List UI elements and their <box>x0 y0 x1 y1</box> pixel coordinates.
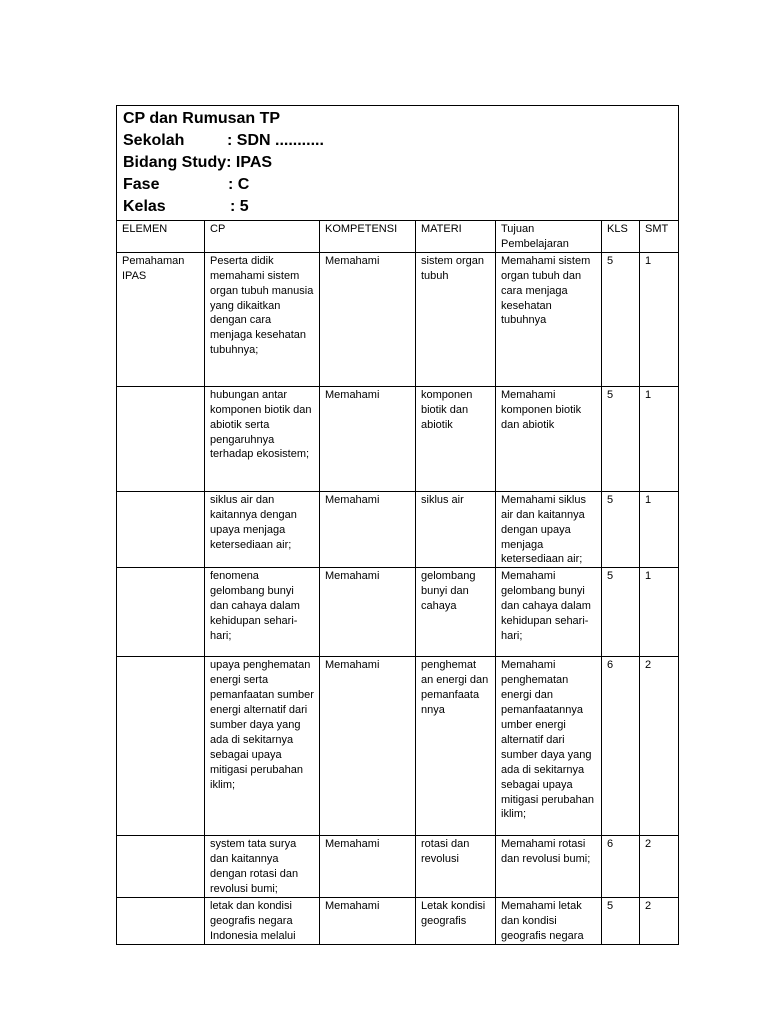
document-header <box>117 106 679 221</box>
bidang-study-value: IPAS <box>235 154 273 171</box>
kelas-label: Kelas <box>123 198 166 215</box>
document-header-row <box>117 106 679 221</box>
cell-smt: 2 <box>640 836 679 898</box>
table-row <box>117 657 679 836</box>
cell-elemen <box>117 386 205 491</box>
cell-smt: 1 <box>640 252 679 386</box>
cell-materi: penghemat an energi dan pemanfaata nnya <box>416 657 496 836</box>
cell-tujuan: Memahami rotasi dan revolusi bumi; <box>496 836 602 898</box>
cell-kls: 6 <box>602 657 640 836</box>
column-header-kompetensi: KOMPETENSI <box>320 221 416 253</box>
cell-kompetensi: Memahami <box>320 386 416 491</box>
cell-tujuan: Memahami penghematan energi dan pemanfaatannya umber energi alternatif dari sumber daya yang ada di sekitarnya sebagai upaya mitigasi perubahan iklim; <box>496 657 602 836</box>
cell-cp: upaya penghematan energi serta pemanfaatan sumber energi alternatif dari sumber daya yang ada di sekitarnya sebagai upaya mitigasi perubahan iklim; <box>205 657 320 836</box>
column-header-cp: CP <box>205 221 320 253</box>
cell-smt: 2 <box>640 657 679 836</box>
cell-kompetensi: Memahami <box>320 568 416 657</box>
table-row <box>117 252 679 386</box>
cell-smt: 1 <box>640 568 679 657</box>
cell-materi: komponen biotik dan abiotik <box>416 386 496 491</box>
sekolah-line <box>123 130 672 152</box>
column-header-materi: MATERI <box>416 221 496 253</box>
kelas-value: : 5 <box>230 198 249 215</box>
cell-elemen <box>117 568 205 657</box>
cell-cp: letak dan kondisi geografis negara Indonesia melalui <box>205 897 320 944</box>
fase-line <box>123 174 672 196</box>
cell-tujuan: Memahami letak dan kondisi geografis negara <box>496 897 602 944</box>
cell-tujuan: Memahami gelombang bunyi dan cahaya dalam kehidupan sehari-hari; <box>496 568 602 657</box>
cell-smt: 1 <box>640 491 679 568</box>
cell-elemen <box>117 836 205 898</box>
column-header-tujuan: Tujuan Pembelajaran <box>496 221 602 253</box>
table-row <box>117 568 679 657</box>
table-row <box>117 836 679 898</box>
cell-kls: 5 <box>602 897 640 944</box>
cell-smt: 1 <box>640 386 679 491</box>
cell-elemen: Pemahaman IPAS <box>117 252 205 386</box>
cell-kls: 5 <box>602 252 640 386</box>
cell-materi: sistem organ tubuh <box>416 252 496 386</box>
cell-kompetensi: Memahami <box>320 657 416 836</box>
cell-elemen <box>117 491 205 568</box>
document-table <box>116 105 679 945</box>
cell-cp: siklus air dan kaitannya dengan upaya menjaga ketersediaan air; <box>205 491 320 568</box>
cell-elemen <box>117 897 205 944</box>
cell-kls: 5 <box>602 491 640 568</box>
table-row <box>117 491 679 568</box>
cell-kls: 5 <box>602 386 640 491</box>
cell-materi: siklus air <box>416 491 496 568</box>
cell-kompetensi: Memahami <box>320 491 416 568</box>
cell-kompetensi: Memahami <box>320 836 416 898</box>
cell-materi: Letak kondisi geografis <box>416 897 496 944</box>
cell-tujuan: Memahami komponen biotik dan abiotik <box>496 386 602 491</box>
bidang-study-line <box>123 152 672 174</box>
column-header-row <box>117 221 679 253</box>
table-row <box>117 386 679 491</box>
table-row <box>117 897 679 944</box>
fase-label: Fase <box>123 176 160 193</box>
document-title: CP dan Rumusan TP <box>123 110 281 127</box>
cell-tujuan: Memahami siklus air dan kaitannya dengan upaya menjaga ketersediaan air; <box>496 491 602 568</box>
cell-kls: 6 <box>602 836 640 898</box>
column-header-smt: SMT <box>640 221 679 253</box>
cell-smt: 2 <box>640 897 679 944</box>
sekolah-value: : SDN ........... <box>227 132 324 149</box>
sekolah-label: Sekolah <box>123 132 185 149</box>
cell-cp: fenomena gelombang bunyi dan cahaya dalam kehidupan sehari-hari; <box>205 568 320 657</box>
column-header-kls: KLS <box>602 221 640 253</box>
cell-kls: 5 <box>602 568 640 657</box>
cell-cp: Peserta didik memahami sistem organ tubuh manusia yang dikaitkan dengan cara menjaga kesehatan tubuhnya; <box>205 252 320 386</box>
cell-cp: system tata surya dan kaitannya dengan rotasi dan revolusi bumi; <box>205 836 320 898</box>
cell-elemen <box>117 657 205 836</box>
fase-value: : C <box>228 176 250 193</box>
bidang-study-label: Bidang Study: <box>123 154 232 171</box>
cell-tujuan: Memahami sistem organ tubuh dan cara menjaga kesehatan tubuhnya <box>496 252 602 386</box>
cell-kompetensi: Memahami <box>320 252 416 386</box>
cell-materi: gelombang bunyi dan cahaya <box>416 568 496 657</box>
cell-kompetensi: Memahami <box>320 897 416 944</box>
kelas-line <box>123 196 672 218</box>
cell-materi: rotasi dan revolusi <box>416 836 496 898</box>
column-header-elemen: ELEMEN <box>117 221 205 253</box>
cell-cp: hubungan antar komponen biotik dan abiotik serta pengaruhnya terhadap ekosistem; <box>205 386 320 491</box>
